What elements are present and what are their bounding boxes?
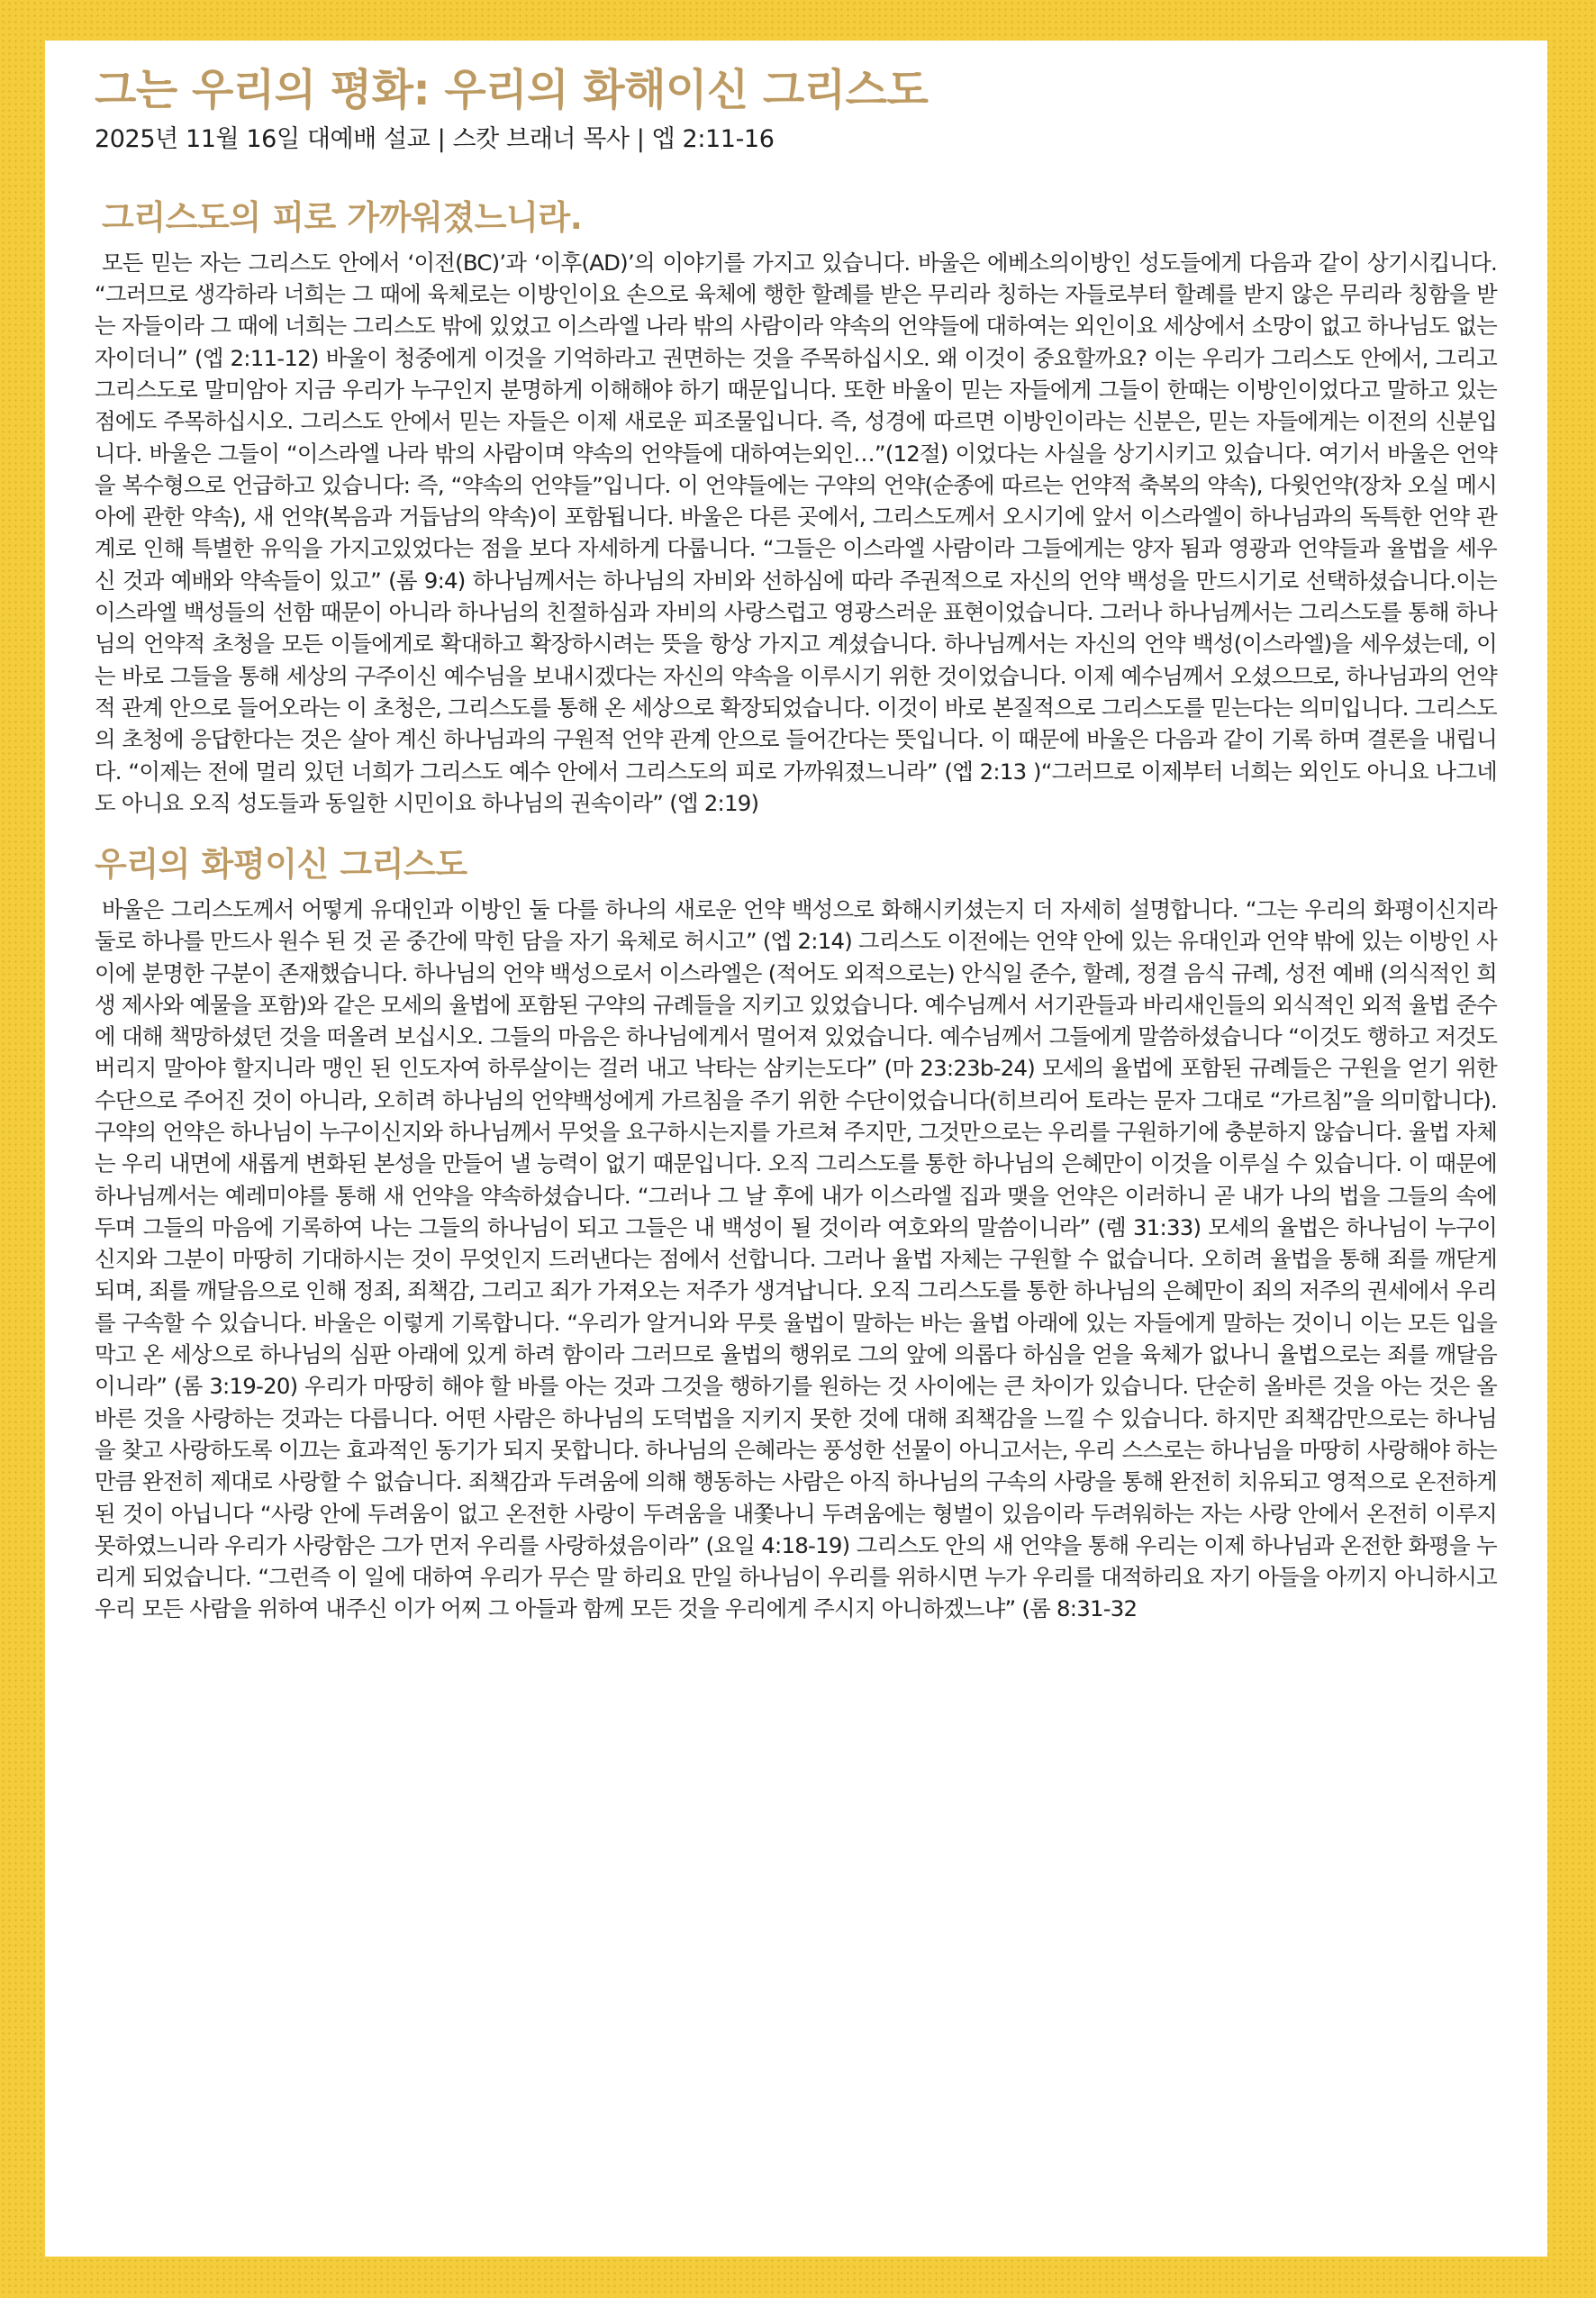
sermon-subtitle: 2025년 11월 16일 대예배 설교 | 스캇 브래너 목사 | 엡 2:11-16 [95,125,775,154]
section-body [95,894,1497,1625]
section-body [95,247,1497,819]
section-body-text: 바울은 그리스도께서 어떻게 유대인과 이방인 둘 다를 하나의 새로운 언약 백성으로 화해시키셨는지 더 자세히 설명합니다. “그는 우리의 화평이신지라 둘로 하나를 만드사 원수 된 것 곧 중간에 막힌 담을 자기 육체로 허시고” (엡 2:14) 그리스도 이전에는 언약 안에 있는 유대인과 언약 밖에 있는 이방인 사이에 분명한 구분이 존재했습니다. 하나님의 언약 백성으로서 이스라엘은 (적어도 외적으로는) 안식일 준수, 할례, 정결 음식 규례, 성전 예배 (의식적인 희생 제사와 예물을 포함)와 같은 모세의 율법에 포함된 구약의 규례들을 지키고 있었습니다. 예수님께서 서기관들과 바리새인들의 외식적인 외적 율법 준수에 대해 책망하셨던 것을 떠올려 보십시오. 그들의 마음은 하나님에게서 멀어져 있었습니다. 예수님께서 그들에게 말씀하셨습니다 “이것도 행하고 저것도 버리지 말아야 할지니라 맹인 된 인도자여 하루살이는 걸러 내고 낙타는 삼키는도다” (마 23:23b-24) 모세의 율법에 포함된 규례들은 구원을 얻기 위한 수단으로 주어진 것이 아니라, 오히려 하나님의 언약백성에게 가르침을 주기 위한 수단이었습니다(히브리어 토라는 문자 그대로 “가르침”을 의미합니다). 구약의 언약은 하나님이 누구이신지와 하나님께서 무엇을 요구하시는지를 가르쳐 주지만, 그것만으로는 우리를 구원하기에 충분하지 않습니다. 율법 자체는 우리 내면에 새롭게 변화된 본성을 만들어 낼 능력이 없기 때문입니다. 오직 그리스도를 통한 하나님의 은혜만이 이것을 이루실 수 있습니다. 이 때문에 하나님께서는 예레미야를 통해 새 언약을 약속하셨습니다. “그러나 그 날 후에 내가 이스라엘 집과 맺을 언약은 이러하니 곧 내가 나의 법을 그들의 속에 두며 그들의 마음에 기록하여 나는 그들의 하나님이 되고 그들은 내 백성이 될 것이라 여호와의 말씀이니라” (렘 31:33) 모세의 율법은 하나님이 누구이신지와 그분이 마땅히 기대하시는 것이 무엇인지 드러낸다는 점에서 선합니다. 그러나 율법 자체는 구원할 수 없습니다. 오히려 율법을 통해 죄를 깨닫게 되며, 죄를 깨달음으로 인해 정죄, 죄책감, 그리고 죄가 가져오는 저주가 생겨납니다. 오직 그리스도를 통한 하나님의 은혜만이 죄의 저주의 권세에서 우리를 구속할 수 있습니다. 바울은 이렇게 기록합니다. “우리가 알거니와 무릇 율법이 말하는 바는 율법 아래에 있는 자들에게 말하는 것이니 이는 모든 입을 막고 온 세상으로 하나님의 심판 아래에 있게 하려 함이라 그러므로 율법의 행위로 그의 앞에 의롭다 하심을 얻을 육체가 없나니 율법으로는 죄를 깨달음이니라” (롬 3:19-20) 우리가 마땅히 해야 할 바를 아는 것과 그것을 행하기를 원하는 것 사이에는 큰 차이가 있습니다. 단순히 올바른 것을 아는 것은 올바른 것을 사랑하는 것과는 다릅니다. 어떤 사람은 하나님의 도덕법을 지키지 못한 것에 대해 죄책감을 느낄 수 있습니다. 하지만 죄책감만으로는 하나님을 찾고 사랑하도록 이끄는 효과적인 동기가 되지 못합니다. 하나님의 은혜라는 풍성한 선물이 아니고서는, 우리 스스로는 하나님을 마땅히 사랑해야 하는 만큼 완전히 제대로 사랑할 수 없습니다. 죄책감과 두려움에 의해 행동하는 사람은 아직 하나님의 구속의 사랑을 통해 완전히 치유되고 영적으로 온전하게 된 것이 아닙니다 “사랑 안에 두려움이 없고 온전한 사랑이 두려움을 내쫓나니 두려움에는 형벌이 있음이라 두려워하는 자는 사랑 안에서 온전히 이루지 못하였느니라 우리가 사랑함은 그가 먼저 우리를 사랑하셨음이라” (요일 4:18-19) 그리스도 안의 새 언약을 통해 우리는 이제 하나님과 온전한 화평을 누리게 되었습니다. “그런즉 이 일에 대하여 우리가 무슨 말 하리요 만일 하나님이 우리를 위하시면 누가 우리를 대적하리요 자기 아들을 아끼지 아니하시고 우리 모든 사람을 위하여 내주신 이가 어찌 그 아들과 함께 모든 것을 우리에게 주시지 아니하겠느냐” (롬 8:31-32 [95,895,1497,1622]
section-body-text: 모든 믿는 자는 그리스도 안에서 ‘이전(BC)’과 ‘이후(AD)’의 이야기를 가지고 있습니다. 바울은 에베소의이방인 성도들에게 다음과 같이 상기시킵니다. “그러므로 생각하라 너희는 그 때에 육체로는 이방인이요 손으로 육체에 행한 할례를 받은 무리라 칭하는 자들로부터 할례를 받지 않은 무리라 칭함을 받는 자들이라 그 때에 너희는 그리스도 밖에 있었고 이스라엘 나라 밖의 사람이라 약속의 언약들에 대하여는 외인이요 세상에서 소망이 없고 하나님도 없는 자이더니” (엡 2:11-12) 바울이 청중에게 이것을 기억하라고 권면하는 것을 주목하십시오. 왜 이것이 중요할까요? 이는 우리가 그리스도 안에서, 그리고 그리스도로 말미암아 지금 우리가 누구인지 분명하게 이해해야 하기 때문입니다. 또한 바울이 믿는 자들에게 그들이 한때는 이방인이었다고 말하고 있는 점에도 주목하십시오. 그리스도 안에서 믿는 자들은 이제 새로운 피조물입니다. 즉, 성경에 따르면 이방인이라는 신분은, 믿는 자들에게는 이전의 신분입니다. 바울은 그들이 “이스라엘 나라 밖의 사람이며 약속의 언약들에 대하여는외인…”(12절) 이었다는 사실을 상기시키고 있습니다. 여기서 바울은 언약을 복수형으로 언급하고 있습니다: 즉, “약속의 언약들”입니다. 이 언약들에는 구약의 언약(순종에 따르는 언약적 축복의 약속), 다윗언약(장차 오실 메시아에 관한 약속), 새 언약(복음과 거듭남의 약속)이 포함됩니다. 바울은 다른 곳에서, 그리스도께서 오시기에 앞서 이스라엘이 하나님과의 독특한 언약 관계로 인해 특별한 유익을 가지고있었다는 점을 보다 자세하게 다룹니다. “그들은 이스라엘 사람이라 그들에게는 양자 됨과 영광과 언약들과 율법을 세우신 것과 예배와 약속들이 있고” (롬 9:4) 하나님께서는 하나님의 자비와 선하심에 따라 주권적으로 자신의 언약 백성을 만드시기로 선택하셨습니다.이는 이스라엘 백성들의 선함 때문이 아니라 하나님의 친절하심과 자비의 사랑스럽고 영광스러운 표현이었습니다. 그러나 하나님께서는 그리스도를 통해 하나님의 언약적 초청을 모든 이들에게로 확대하고 확장하시려는 뜻을 항상 가지고 계셨습니다. 하나님께서는 자신의 언약 백성(이스라엘)을 세우셨는데, 이는 바로 그들을 통해 세상의 구주이신 예수님을 보내시겠다는 자신의 약속을 이루시기 위한 것이었습니다. 이제 예수님께서 오셨으므로, 하나님과의 언약적 관계 안으로 들어오라는 이 초청은, 그리스도를 통해 온 세상으로 확장되었습니다. 이것이 바로 본질적으로 그리스도를 믿는다는 의미입니다. 그리스도의 초청에 응답한다는 것은 살아 계신 하나님과의 구원적 언약 관계 안으로 들어간다는 뜻입니다. 이 때문에 바울은 다음과 같이 기록 하며 결론을 내립니다. “이제는 전에 멀리 있던 너희가 그리스도 예수 안에서 그리스도의 피로 가까워졌느니라” (엡 2:13 )“그러므로 이제부터 너희는 외인도 아니요 나그네도 아니요 오직 성도들과 동일한 시민이요 하나님의 권속이라” (엡 2:19) [95,249,1497,816]
sermon-page [45,41,1547,2257]
section-drawn-near [95,195,1497,819]
section-heading: 그리스도의 피로 가까워졌느니라. [102,197,583,237]
sermon-title: 그는 우리의 평화: 우리의 화해이신 그리스도 [95,65,929,115]
section-christ-our-peace [95,841,1497,1625]
section-heading: 우리의 화평이신 그리스도 [95,845,467,885]
